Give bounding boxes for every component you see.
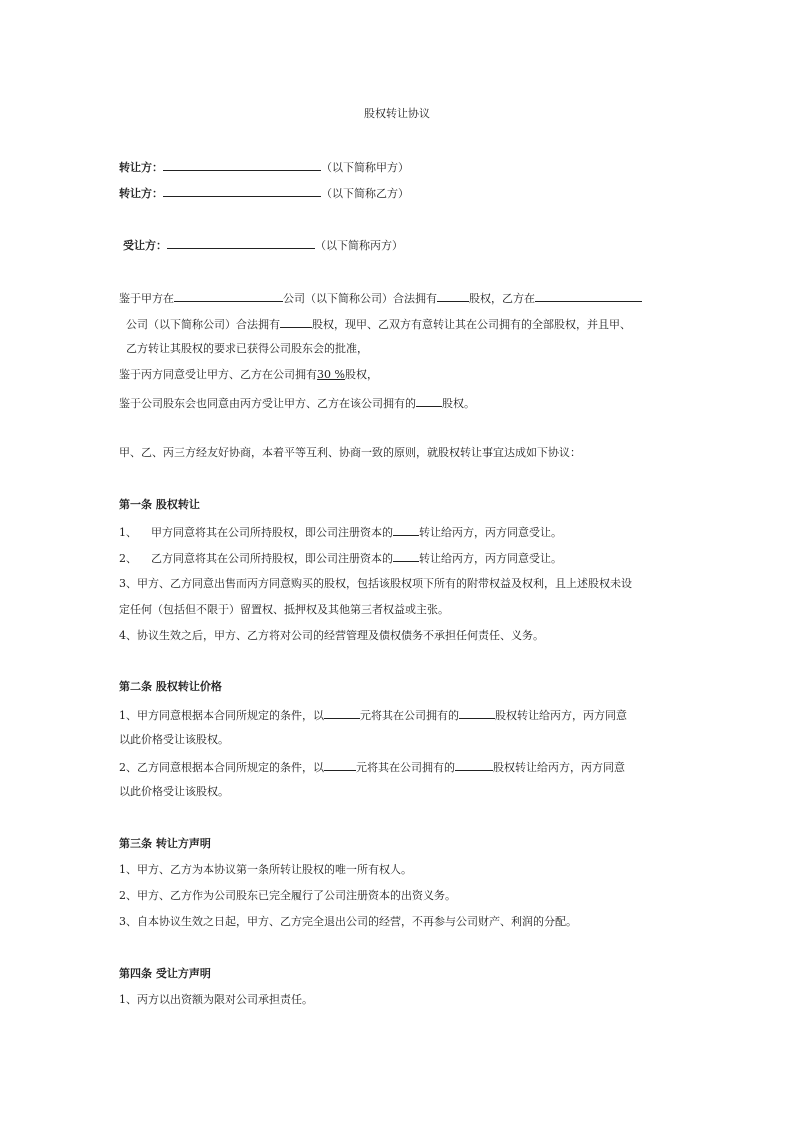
price-share-blank-a[interactable] <box>459 707 495 719</box>
item-text: 甲方同意将其在公司所持股权，即公司注册资本的 <box>151 526 393 539</box>
share-blank-a[interactable] <box>437 290 469 302</box>
transferee-label: 受让方： <box>123 239 167 252</box>
item-text: 元将其在公司拥有的 <box>360 709 459 722</box>
transferor-b-note: （以下简称乙方） <box>321 187 409 200</box>
item-text: 2、乙方同意根据本合同所规定的条件，以 <box>119 761 324 774</box>
article2-item-2-line-1 <box>119 759 625 775</box>
preamble-text: 公司（以下简称公司）合法拥有 <box>126 318 280 331</box>
transferor-b-line <box>119 185 409 201</box>
transferor-a-note: （以下简称甲方） <box>321 161 409 174</box>
transferor-a-line <box>119 159 409 175</box>
item-number: 1、 <box>119 526 137 539</box>
share-blank-c[interactable] <box>416 395 442 407</box>
preamble-text: 鉴于甲方在 <box>119 292 174 305</box>
article1-item-3-line-1: 3、甲方、乙方同意出售而丙方同意购买的股权，包括该股权项下所有的附带权益及权利，且上述股权未设 <box>119 577 632 590</box>
transferor-a-blank[interactable] <box>163 159 321 171</box>
article3-item-3: 3、自本协议生效之日起，甲方、乙方完全退出公司的经营，不再参与公司财产、利润的分配。 <box>119 915 577 928</box>
item-text: 股权转让给丙方，丙方同意 <box>495 709 627 722</box>
article1-item-2 <box>119 550 562 566</box>
article2-item-1-line-1 <box>119 707 627 723</box>
transferor-label: 转让方： <box>119 161 163 174</box>
article1-item-1 <box>119 524 562 540</box>
article4-item-1: 1、丙方以出资额为限对公司承担责任。 <box>119 993 313 1006</box>
preamble-line-1 <box>119 290 642 306</box>
item-text: 转让给丙方，丙方同意受让。 <box>419 552 562 565</box>
preamble-line-5 <box>119 395 475 411</box>
article3-heading: 第三条 转让方声明 <box>119 837 211 850</box>
preamble-text: 股权，乙方在 <box>469 292 535 305</box>
article3-item-1: 1、甲方、乙方为本协议第一条所转让股权的唯一所有权人。 <box>119 863 412 876</box>
transferor-b-blank[interactable] <box>163 185 321 197</box>
transferee-line <box>123 237 403 253</box>
item-text: 元将其在公司拥有的 <box>356 761 455 774</box>
transferee-note: （以下简称丙方） <box>315 239 403 252</box>
article1-item-4: 4、协议生效之后，甲方、乙方将对公司的经营管理及债权债务不承担任何责任、义务。 <box>119 629 544 642</box>
article3-item-2: 2、甲方、乙方作为公司股东已完全履行了公司注册资本的出资义务。 <box>119 889 456 902</box>
company-name-blank-a[interactable] <box>174 290 283 302</box>
company-name-blank-b[interactable] <box>535 290 642 302</box>
item-text: 乙方同意将其在公司所持股权，即公司注册资本的 <box>151 552 393 565</box>
article4-heading: 第四条 受让方声明 <box>119 967 211 980</box>
price-blank-b[interactable] <box>324 759 356 771</box>
article1-item-3-line-2: 定任何（包括但不限于）留置权、抵押权及其他第三者权益或主张。 <box>119 603 449 616</box>
preamble-text: 股权，现甲、乙双方有意转让其在公司拥有的全部股权，并且甲、 <box>312 318 631 331</box>
price-share-blank-b[interactable] <box>455 759 493 771</box>
article2-heading: 第二条 股权转让价格 <box>119 680 222 693</box>
preamble-text: 鉴于丙方同意受让甲方、乙方在公司拥有 <box>119 368 317 381</box>
capital-ratio-blank-a[interactable] <box>393 524 419 536</box>
preamble-line-2 <box>126 316 631 332</box>
agreement-statement: 甲、乙、丙三方经友好协商，本着平等互利、协商一致的原则，就股权转让事宜达成如下协议： <box>119 446 581 459</box>
item-text: 股权转让给丙方，丙方同意 <box>493 761 625 774</box>
preamble-line-3: 乙方转让其股权的要求已获得公司股东会的批准， <box>126 342 368 355</box>
transferee-blank[interactable] <box>167 237 315 249</box>
article2-item-1-line-2: 以此价格受让该股权。 <box>119 733 229 746</box>
article1-heading: 第一条 股权转让 <box>119 498 200 511</box>
share-blank-b[interactable] <box>280 316 312 328</box>
price-blank-a[interactable] <box>324 707 360 719</box>
item-number: 2、 <box>119 552 137 565</box>
item-text: 转让给丙方，丙方同意受让。 <box>419 526 562 539</box>
preamble-text: 股权。 <box>442 397 475 410</box>
share-percent-value[interactable]: 30 % <box>317 368 345 381</box>
item-text: 1、甲方同意根据本合同所规定的条件，以 <box>119 709 324 722</box>
article2-item-2-line-2: 以此价格受让该股权。 <box>119 785 229 798</box>
document-title: 股权转让协议 <box>364 107 430 120</box>
capital-ratio-blank-b[interactable] <box>393 550 419 562</box>
preamble-text: 公司（以下简称公司）合法拥有 <box>283 292 437 305</box>
preamble-line-4 <box>119 368 378 382</box>
preamble-text: 股权， <box>344 368 378 381</box>
transferor-label: 转让方： <box>119 187 163 200</box>
preamble-text: 鉴于公司股东会也同意由丙方受让甲方、乙方在该公司拥有的 <box>119 397 416 410</box>
